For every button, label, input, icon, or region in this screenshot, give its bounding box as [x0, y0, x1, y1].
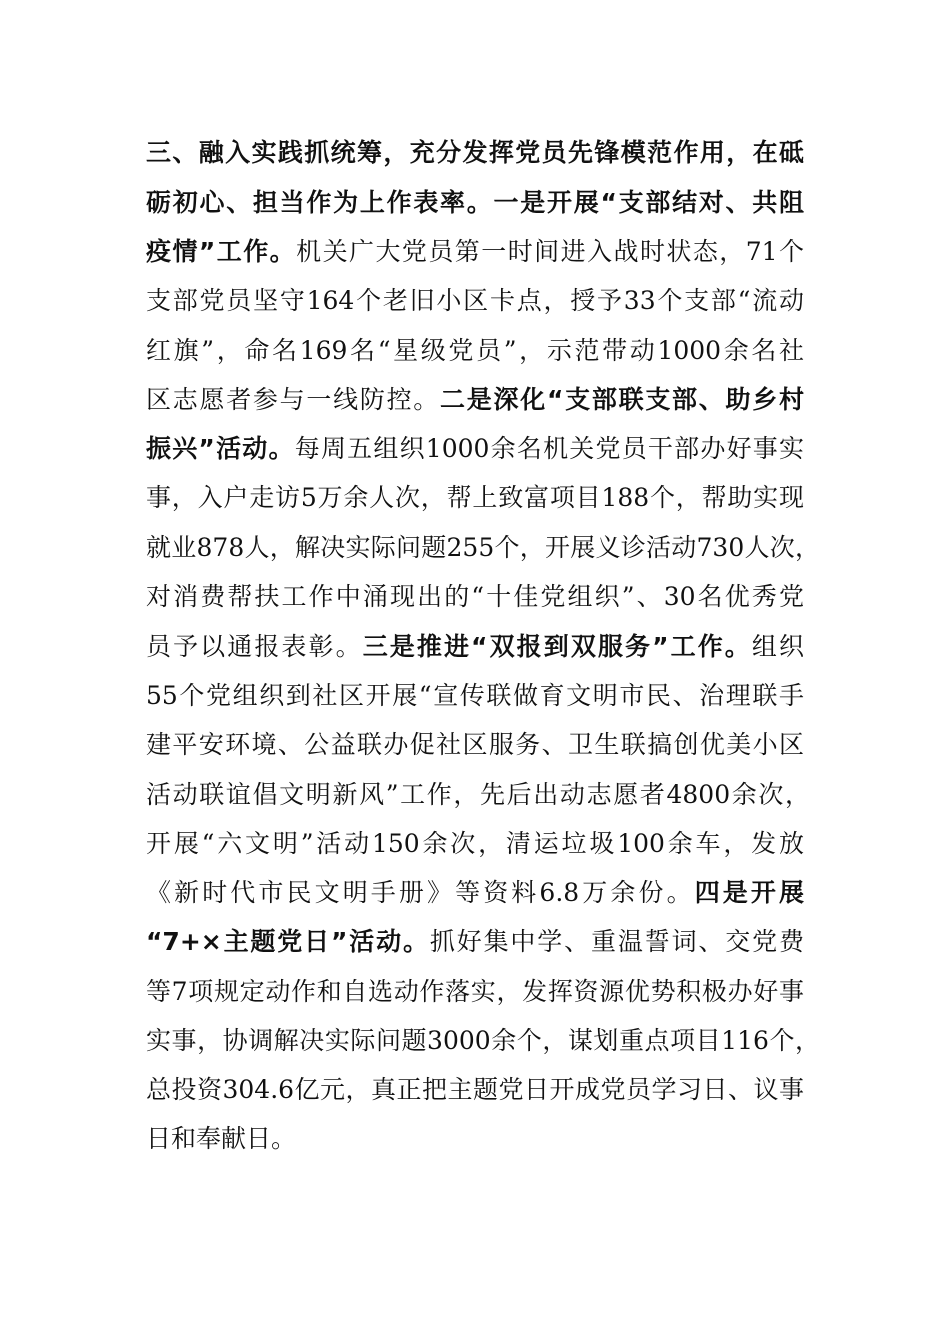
text-line [146, 873, 804, 913]
bold-heading-run: 砺初心、担当作为上作表率。一是开展“支部结对、共阻 [146, 188, 804, 217]
text-line [146, 281, 804, 321]
text-line [146, 183, 804, 223]
bold-subtitle-run: 振兴”活动。 [146, 434, 295, 463]
text-line [146, 627, 804, 667]
text-run: 开展“六文明”活动150余次，清运垃圾100余车，发放 [146, 829, 804, 858]
text-line [146, 133, 804, 173]
text-run: 对消费帮扶工作中涌现出的“十佳党组织”、30名优秀党 [146, 582, 804, 611]
bold-subtitle-run: “7+×主题党日”活动。 [146, 927, 430, 956]
text-run: 员予以通报表彰。 [146, 632, 363, 661]
bold-subtitle-run: 四是开展 [694, 878, 804, 907]
text-line [146, 676, 804, 716]
text-run: 事，入户走访5万余人次，帮上致富项目188个，帮助实现 [146, 483, 804, 512]
text-line [146, 577, 804, 617]
text-line [146, 380, 804, 420]
text-line [146, 232, 804, 272]
bold-subtitle-run: 三是推进“双报到双服务”工作。 [362, 632, 752, 661]
text-line [146, 1021, 820, 1061]
text-run: 日和奉献日。 [146, 1124, 297, 1153]
text-line [146, 972, 804, 1012]
text-run: 红旗”，命名169名“星级党员”，示范带动1000余名社 [146, 336, 804, 365]
text-run: 抓好集中学、重温誓词、交党费 [429, 927, 804, 956]
text-run: 就业878人，解决实际问题255个，开展义诊活动730人次， [146, 533, 820, 562]
bold-subtitle-run: 二是深化“支部联支部、助乡村 [440, 385, 804, 414]
text-run: 《新时代市民文明手册》等资料6.8万余份。 [146, 878, 695, 907]
text-line [146, 824, 804, 864]
text-line [146, 478, 804, 518]
text-run: 机关广大党员第一时间进入战时状态，71个 [296, 237, 804, 266]
text-line [146, 922, 804, 962]
text-line [146, 331, 804, 371]
text-run: 55个党组织到社区开展“宣传联做育文明市民、治理联手 [146, 681, 804, 710]
bold-subtitle-run: 疫情”工作。 [146, 237, 297, 266]
text-run: 组织 [751, 632, 804, 661]
text-line [146, 775, 810, 815]
text-line [146, 725, 804, 765]
text-run: 支部党员坚守164个老旧小区卡点，授予33个支部“流动 [146, 286, 804, 315]
text-run: 总投资304.6亿元，真正把主题党日开成党员学习日、议事 [146, 1075, 804, 1104]
text-line [146, 1070, 804, 1110]
text-line [146, 528, 820, 568]
text-line [146, 429, 804, 469]
text-run: 每周五组织1000余名机关党员干部办好事实 [294, 434, 805, 463]
text-run: 活动联谊倡文明新风”工作，先后出动志愿者4800余次， [146, 780, 810, 809]
text-line [146, 1119, 804, 1159]
text-run: 区志愿者参与一线防控。 [146, 385, 441, 414]
text-run: 等7项规定动作和自选动作落实，发挥资源优势积极办好事 [146, 977, 804, 1006]
bold-heading-run: 三、融入实践抓统筹，充分发挥党员先锋模范作用，在砥 [146, 138, 804, 167]
text-run: 建平安环境、公益联办促社区服务、卫生联搞创优美小区 [146, 730, 804, 759]
text-run: 实事，协调解决实际问题3000余个，谋划重点项目116个， [146, 1026, 820, 1055]
